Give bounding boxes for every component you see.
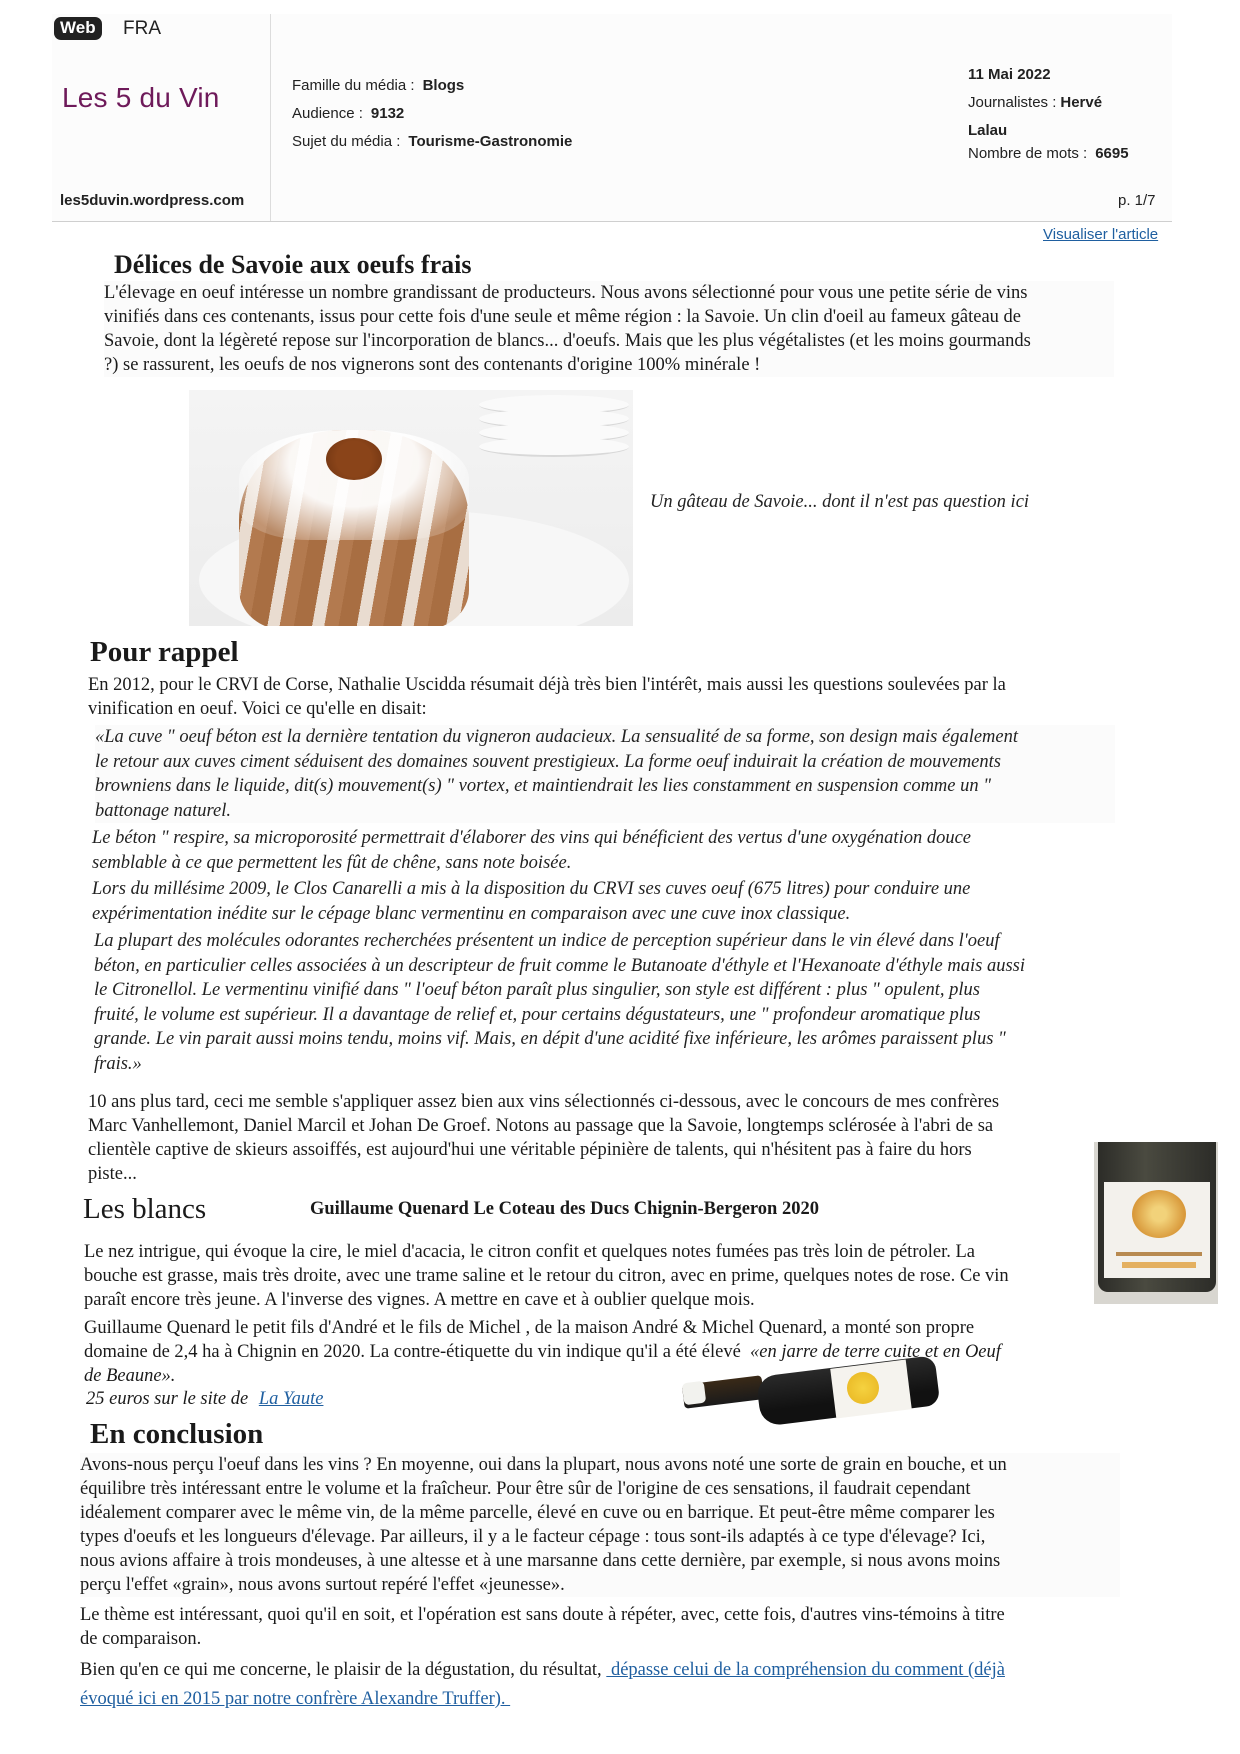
media-subject-value: Tourisme-Gastronomie (408, 133, 573, 150)
intro-line: L'élevage en oeuf intéresse un nombre grandissant de producteurs. Nous avons sélectionné pour vous une petite série de vins (104, 283, 1028, 303)
media-family-label: Famille du média : (292, 77, 415, 94)
conclusion-paragraph-3 (80, 1656, 1120, 1714)
quote-line: frais.» (94, 1053, 142, 1074)
quote-line: «La cuve " oeuf béton est la dernière tentation du vigneron audacieux. La sensualité de sa forme, son design mais également (95, 727, 1019, 747)
language-code: FRA (123, 18, 161, 39)
view-article-link[interactable]: Visualiser l'article (1043, 226, 1159, 243)
journalists (968, 94, 1102, 111)
conclusion-line: perçu l'effet «grain», nous avons surtout repéré l'effet «jeunesse». (80, 1575, 565, 1595)
reminder-intro-line: vinification en oeuf. Voici ce qu'elle en disait: (88, 699, 427, 719)
intro-paragraph (104, 281, 1114, 377)
header-divider (270, 14, 271, 222)
tasting-line: bouche est grasse, mais très droite, avec une trame saline et le retour du citron, avec en prime, quelques notes de rose. Ce vin (84, 1266, 1009, 1286)
wine-bottle-lying-image (683, 1358, 941, 1424)
media-family-value: Blogs (422, 77, 465, 94)
conclusion-line: idéalement comparer avec le même vin, de la même parcelle, élevé en cuve ou en barrique. Et peut-être même comparer les (80, 1503, 995, 1523)
tasting-note (84, 1240, 1104, 1312)
followup-line: piste... (88, 1164, 137, 1184)
stacked-plates (479, 395, 629, 465)
quote-line: semblable à ce que permettent les fût de chêne, sans note boisée. (92, 852, 572, 873)
quote-paragraph-4 (94, 929, 1114, 1076)
quote-paragraph-2 (92, 826, 1112, 875)
word-count-label: Nombre de mots : (968, 145, 1088, 162)
tasting-line: paraît encore très jeune. A l'inverse des vignes. A mettre en cave et à oublier quelque mois. (84, 1290, 755, 1310)
conclusion-paragraph-1 (80, 1453, 1120, 1597)
quote-paragraph-1 (95, 725, 1115, 823)
bottle-capsule (682, 1381, 707, 1406)
intro-line: ?) se rassurent, les oeufs de nos vignerons sont des contenants d'origine 100% minérale ! (104, 355, 761, 375)
image-caption: Un gâteau de Savoie... dont il n'est pas question ici (650, 492, 1030, 512)
followup-line: Marc Vanhellemont, Daniel Marcil et Johan De Groef. Notons au passage que la Savoie, longtemps sclérosée à l'abri de sa (88, 1116, 994, 1136)
media-subject-label: Sujet du média : (292, 133, 401, 150)
quote-line: battonage naturel. (95, 800, 231, 821)
article-title: Délices de Savoie aux oeufs frais (114, 250, 472, 279)
conclusion-line: nous avions affaire à trois mondeuses, à une altesse et à une marsanne dans cette dernière, par exemple, si nous avons moins (80, 1551, 1001, 1571)
brand-logo: Les 5 du Vin (62, 82, 220, 113)
producer-line: Guillaume Quenard le petit fils d'André et le fils de Michel , de la maison André & Michel Quenard, a monté son propre (84, 1318, 975, 1338)
conclusion-line: équilibre très intéressant entre le volume et la fraîcheur. Pour être sûr de l'origine de ces sensations, il faudrait cependant (80, 1479, 971, 1499)
media-subject (292, 133, 572, 150)
price-text: 25 euros sur le site de (86, 1389, 253, 1409)
producer-line: de Beaune». (84, 1366, 176, 1386)
publication-date: 11 Mai 2022 (968, 66, 1051, 83)
reminder-intro (88, 673, 1108, 721)
followup-line: 10 ans plus tard, ceci me semble s'appliquer assez bien aux vins sélectionnés ci-dessous, avec le concours de mes confrères (88, 1092, 1000, 1112)
audience-value: 9132 (370, 105, 405, 122)
section-heading-whites: Les blancs (83, 1193, 207, 1225)
press-header (52, 14, 1172, 222)
cake-center-hole (326, 438, 382, 480)
bottle-label (1104, 1182, 1210, 1278)
word-count (968, 145, 1129, 162)
section-heading-conclusion: En conclusion (90, 1418, 264, 1450)
conclusion-paragraph-2 (80, 1603, 1120, 1651)
quote-line: grande. Le vin parait aussi moins tendu, moins vif. Mais, en dépit d'une acidité fixe inférieure, les arômes paraissent plus " (94, 1029, 1006, 1049)
quote-line: fruité, le volume est supérieur. Il a davantage de relief et, pour certains dégustateurs, une " profondeur aromatique plus (94, 1004, 981, 1025)
site-url: les5duvin.wordpress.com (60, 192, 245, 209)
savoie-cake-image (189, 390, 633, 626)
followup-line: clientèle captive de skieurs assoiffés, est aujourd'hui une véritable pépinière de talents, qui n'hésitent pas à faire du hors (88, 1140, 972, 1160)
quote-line: le Citronellol. Le vermentinu vinifié dans " l'oeuf béton paraît plus singulier, son style est différent : plus " opulent, plus (94, 980, 981, 1000)
price-line (86, 1387, 323, 1411)
quote-paragraph-3 (92, 877, 1112, 926)
header-rule (52, 221, 1172, 222)
followup-paragraph (88, 1090, 1108, 1186)
journalists-second: Lalau (968, 122, 1008, 139)
intro-line: vinifiés dans ces contenants, issus pour cette fois d'une seule et même région : la Savoie. Un clin d'oeil au fameux gâteau de (104, 307, 1022, 327)
journalists-first: Hervé (1060, 94, 1103, 111)
la-yaute-link[interactable]: La Yaute (258, 1389, 324, 1409)
audience-label: Audience : (292, 105, 363, 122)
media-family (292, 77, 464, 94)
journalists-label: Journalistes : (968, 94, 1057, 111)
truffer-article-link-continued[interactable]: évoqué ici en 2015 par notre confrère Alexandre Truffer). (80, 1689, 511, 1709)
conclusion-line: types d'oeufs et les longueurs d'élevage. Par ailleurs, il y a le facteur cépage : tous sont-ils adaptés à ce type d'élevage? Ici, (80, 1527, 986, 1547)
label-sun-emblem (1132, 1190, 1186, 1238)
quote-line: expérimentation inédite sur le cépage blanc vermentinu en comparaison avec une cuve inox classique. (92, 903, 851, 924)
quote-line: Lors du millésime 2009, le Clos Canarelli a mis à la disposition du CRVI ses cuves oeuf (675 litres) pour conduire une (92, 879, 971, 899)
label-sun-emblem (847, 1372, 879, 1404)
audience (292, 105, 404, 122)
quote-line: Le béton " respire, sa microporosité permettrait d'élaborer des vins qui bénéficient des vertus d'une oxygénation douce (92, 828, 972, 848)
conclusion-line: Le thème est intéressant, quoi qu'il en soit, et l'opération est sans doute à répéter, avec, cette fois, d'autres vins-témoins à titre (80, 1605, 1005, 1625)
producer-paragraph (84, 1316, 1124, 1388)
conclusion-text: Bien qu'en ce qui me concerne, le plaisir de la dégustation, du résultat, (80, 1660, 607, 1680)
truffer-article-link[interactable]: dépasse celui de la compréhension du comment (déjà (606, 1660, 1005, 1680)
conclusion-line: de comparaison. (80, 1629, 202, 1649)
quote-line: le retour aux cuves ciment séduisent des domaines souvent prestigieux. La forme oeuf induirait la création de mouvements (95, 751, 1001, 772)
quote-line: La plupart des molécules odorantes recherchées présentent un indice de perception supérieur dans le vin élevé dans l'oeuf (94, 931, 1000, 951)
reminder-intro-line: En 2012, pour le CRVI de Corse, Nathalie Uscidda résumait déjà très bien l'intérêt, mais aussi les questions soulevées par la (88, 675, 1006, 695)
section-heading-reminder: Pour rappel (90, 636, 239, 668)
tasting-line: Le nez intrigue, qui évoque la cire, le miel d'acacia, le citron confit et quelques notes fumées pas très loin de pétroler. La (84, 1242, 975, 1262)
media-type-badge: Web (54, 17, 102, 40)
page-number: p. 1/7 (1118, 192, 1156, 209)
intro-line: Savoie, dont la légèreté repose sur l'incorporation de blancs... d'oeufs. Mais que les plus végétalistes (et les moins gourmands (104, 331, 1031, 351)
quote-line: béton, en particulier celles associées à un descripteur de fruit comme le Butanoate d'éthyle et l'Hexanoate d'éthyle mais aussi (94, 955, 1025, 976)
word-count-value: 6695 (1095, 145, 1129, 162)
producer-line: domaine de 2,4 ha à Chignin en 2020. La contre-étiquette du vin indique qu'il a été élevé «en jarre de terre cuite et en Oeuf (84, 1342, 1001, 1362)
wine-bottle-photo (1094, 1142, 1218, 1304)
quote-line: browniens dans le liquide, dit(s) mouvement(s) " vortex, et maintiendrait les lies constamment en suspension comme un " (95, 776, 992, 796)
wine-title: Guillaume Quenard Le Coteau des Ducs Chignin-Bergeron 2020 (310, 1199, 819, 1219)
conclusion-line: Avons-nous perçu l'oeuf dans les vins ? En moyenne, oui dans la plupart, nous avons noté une sorte de grain en bouche, et un (80, 1455, 1007, 1475)
